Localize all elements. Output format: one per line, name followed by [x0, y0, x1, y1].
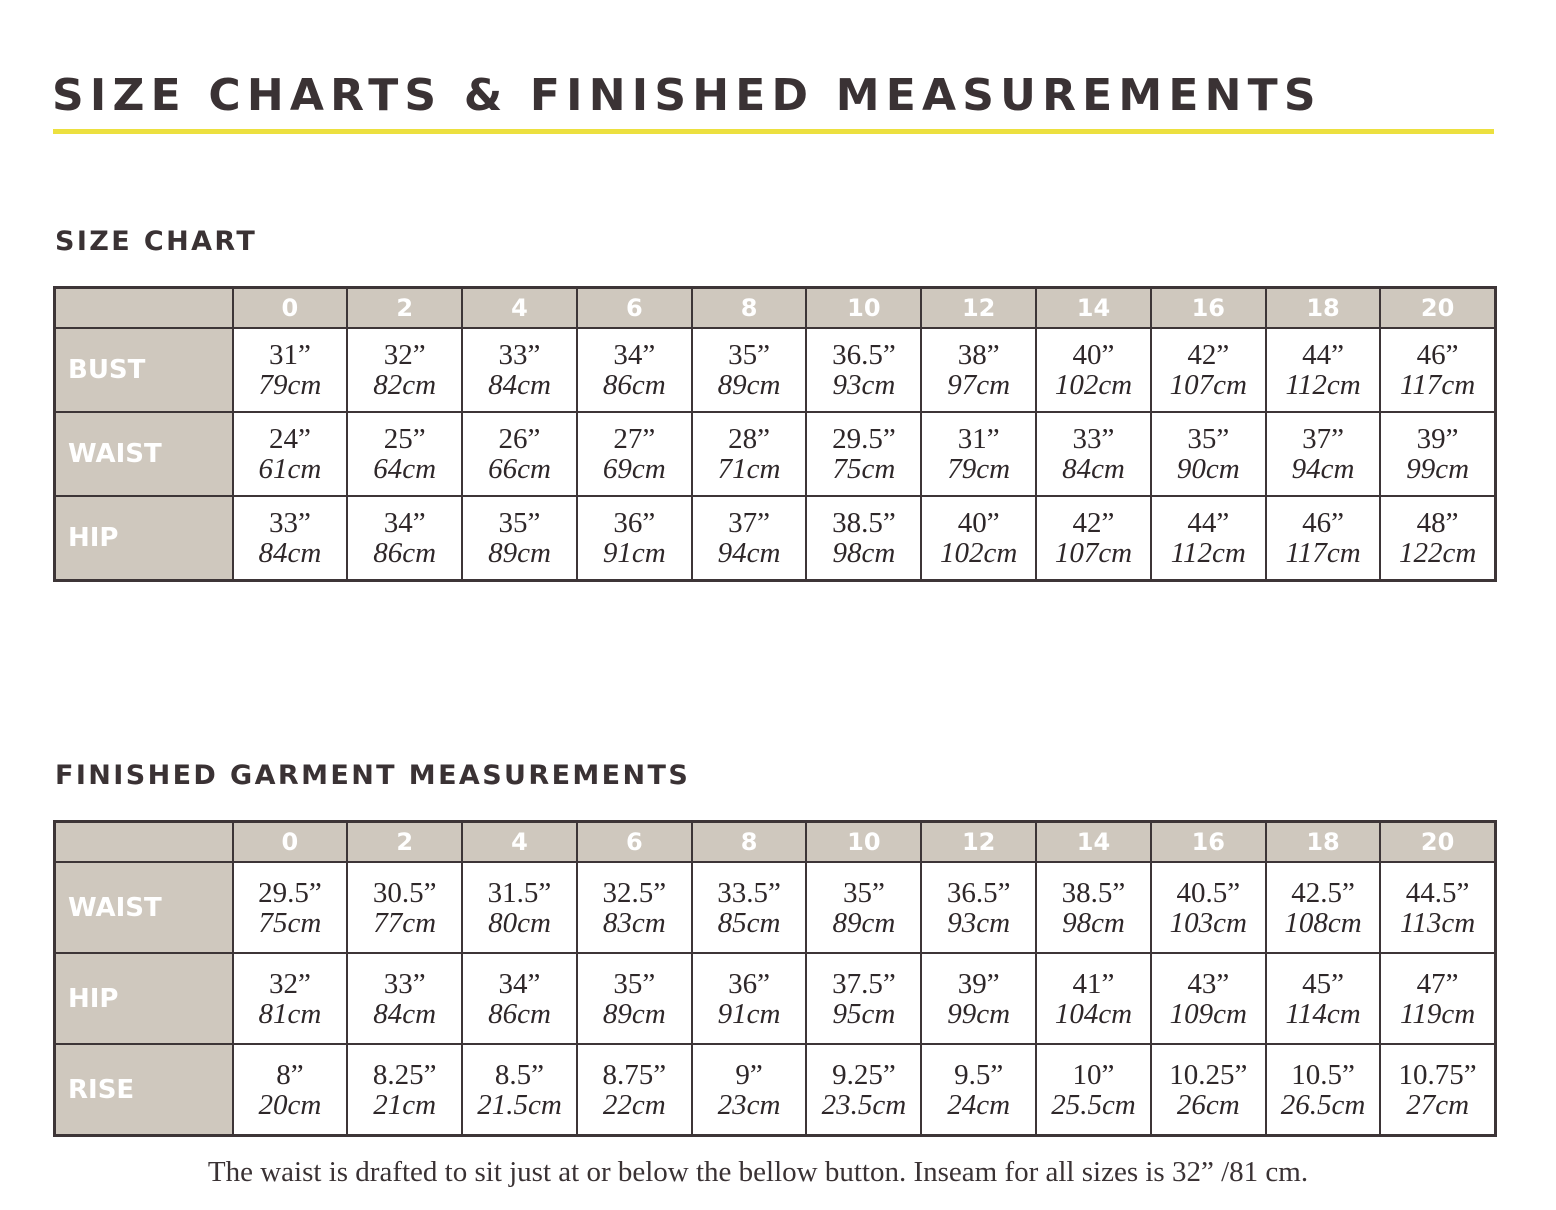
measurement-cell	[233, 1044, 348, 1136]
inch-value: 37.5”	[832, 967, 896, 1000]
inch-value: 38.5”	[1061, 876, 1126, 909]
size-header: 0	[233, 288, 348, 329]
measurement-cell	[347, 862, 462, 953]
inch-value: 32”	[383, 339, 426, 371]
inch-value: 27”	[613, 423, 656, 455]
measurement-cell	[1266, 862, 1381, 953]
cm-value: 89cm	[717, 369, 781, 401]
inch-value: 35”	[498, 507, 541, 539]
inch-value: 25”	[383, 423, 426, 455]
measurement-cell	[1380, 412, 1495, 496]
measurement-row	[55, 862, 1496, 953]
measurement-cell	[577, 328, 692, 412]
inch-value: 38.5”	[832, 507, 896, 539]
measurement-cell	[577, 496, 692, 581]
cm-value: 83cm	[602, 906, 666, 939]
inch-value: 26”	[498, 423, 541, 455]
page-title: SIZE CHARTS & FINISHED MEASUREMENTS	[52, 70, 1322, 121]
measurement-cell	[1266, 1044, 1381, 1136]
size-header-row	[55, 288, 1496, 329]
measurement-cell	[1380, 328, 1495, 412]
inch-value: 34”	[383, 507, 426, 539]
inch-value: 35”	[1187, 423, 1230, 455]
inch-value: 10.25”	[1169, 1058, 1248, 1091]
measurement-cell	[347, 953, 462, 1044]
inch-value: 33”	[383, 967, 426, 1000]
inch-value: 44”	[1187, 507, 1230, 539]
measurement-cell	[347, 496, 462, 581]
size-header: 18	[1266, 288, 1381, 329]
cm-value: 97cm	[947, 369, 1011, 401]
inch-value: 39”	[1416, 423, 1459, 455]
measurement-cell	[921, 412, 1036, 496]
cm-value: 102cm	[940, 537, 1018, 569]
row-label: WAIST	[55, 412, 233, 496]
inch-value: 10.75”	[1398, 1058, 1477, 1091]
inch-value: 45”	[1302, 967, 1344, 1000]
measurement-cell	[1036, 328, 1151, 412]
measurement-cell	[921, 862, 1036, 953]
cm-value: 23cm	[717, 1088, 781, 1121]
size-header: 12	[921, 288, 1036, 329]
cm-value: 117cm	[1400, 369, 1476, 401]
cm-value: 79cm	[258, 369, 322, 401]
size-chart-table	[53, 286, 1497, 582]
measurement-cell	[921, 1044, 1036, 1136]
inch-value: 35”	[613, 967, 656, 1000]
size-header: 10	[806, 822, 921, 863]
inch-value: 9”	[735, 1058, 763, 1091]
measurement-row	[55, 328, 1496, 412]
measurement-row	[55, 496, 1496, 581]
cm-value: 94cm	[1291, 453, 1355, 485]
cm-value: 104cm	[1054, 997, 1133, 1030]
measurement-cell	[462, 862, 577, 953]
inch-value: 33”	[268, 507, 311, 539]
measurement-cell	[1036, 862, 1151, 953]
inch-value: 40”	[957, 507, 1000, 539]
inch-value: 43”	[1187, 967, 1230, 1000]
cm-value: 90cm	[1176, 453, 1240, 485]
cm-value: 89cm	[832, 906, 896, 939]
cm-value: 102cm	[1054, 369, 1133, 401]
inch-value: 38”	[957, 339, 1000, 371]
finished-measurements-table	[53, 820, 1497, 1137]
cm-value: 24cm	[947, 1088, 1011, 1121]
measurement-cell	[462, 496, 577, 581]
measurement-cell	[1036, 1044, 1151, 1136]
measurement-cell	[1380, 953, 1495, 1044]
measurement-cell	[1036, 496, 1151, 581]
measurement-cell	[1266, 496, 1381, 581]
measurement-cell	[577, 862, 692, 953]
cm-value: 25.5cm	[1051, 1088, 1136, 1121]
row-label: HIP	[55, 496, 233, 581]
measurement-cell	[1266, 953, 1381, 1044]
measurement-cell	[347, 328, 462, 412]
cm-value: 26.5cm	[1280, 1088, 1366, 1121]
measurement-cell	[1151, 1044, 1266, 1136]
cm-value: 91cm	[602, 537, 666, 569]
inch-value: 42”	[1072, 507, 1115, 539]
size-header: 2	[347, 822, 462, 863]
measurement-cell	[692, 862, 807, 953]
measurement-row	[55, 412, 1496, 496]
inch-value: 28”	[728, 423, 771, 455]
measurement-cell	[692, 1044, 807, 1136]
inch-value: 9.5”	[954, 1058, 1004, 1091]
inch-value: 31”	[957, 423, 1000, 455]
cm-value: 119cm	[1400, 997, 1476, 1030]
inch-value: 46”	[1416, 339, 1459, 371]
cm-value: 69cm	[602, 453, 666, 485]
cm-value: 98cm	[832, 537, 896, 569]
corner-cell	[55, 822, 233, 863]
size-header: 14	[1036, 288, 1151, 329]
inch-value: 39”	[957, 967, 1000, 1000]
cm-value: 71cm	[717, 453, 781, 485]
measurement-cell	[347, 1044, 462, 1136]
row-label: HIP	[55, 953, 233, 1044]
measurement-cell	[1380, 496, 1495, 581]
measurement-cell	[692, 496, 807, 581]
measurement-cell	[806, 862, 921, 953]
footnote: The waist is drafted to sit just at or below the bellow button. Inseam for all sizes is 32” /81 cm.	[207, 1156, 1309, 1188]
inch-value: 8”	[276, 1058, 304, 1091]
measurement-cell	[462, 953, 577, 1044]
cm-value: 107cm	[1054, 537, 1133, 569]
size-header: 16	[1151, 288, 1266, 329]
inch-value: 37”	[1302, 423, 1344, 455]
inch-value: 44”	[1302, 339, 1344, 371]
measurement-cell	[806, 496, 921, 581]
size-header: 16	[1151, 822, 1266, 863]
cm-value: 75cm	[258, 906, 322, 939]
measurement-cell	[577, 953, 692, 1044]
cm-value: 86cm	[373, 537, 437, 569]
inch-value: 29.5”	[832, 423, 896, 455]
cm-value: 84cm	[488, 369, 551, 401]
row-label: WAIST	[55, 862, 233, 953]
cm-value: 117cm	[1285, 537, 1361, 569]
cm-value: 81cm	[258, 997, 322, 1030]
inch-value: 10”	[1072, 1058, 1115, 1091]
inch-value: 34”	[498, 967, 541, 1000]
measurement-cell	[692, 953, 807, 1044]
inch-value: 30.5”	[372, 876, 437, 909]
cm-value: 94cm	[717, 537, 781, 569]
inch-value: 32.5”	[602, 876, 667, 909]
size-header: 8	[692, 288, 807, 329]
cm-value: 80cm	[488, 906, 551, 939]
inch-value: 32”	[268, 967, 311, 1000]
inch-value: 33”	[498, 339, 541, 371]
inch-value: 8.25”	[372, 1058, 437, 1091]
title-underline	[53, 129, 1494, 134]
cm-value: 99cm	[1406, 453, 1470, 485]
inch-value: 29.5”	[258, 876, 322, 909]
inch-value: 34”	[613, 339, 656, 371]
cm-value: 27cm	[1406, 1088, 1470, 1121]
measurement-row	[55, 953, 1496, 1044]
cm-value: 112cm	[1285, 369, 1361, 401]
measurement-cell	[1151, 328, 1266, 412]
cm-value: 75cm	[832, 453, 896, 485]
inch-value: 10.5”	[1291, 1058, 1355, 1091]
cm-value: 95cm	[832, 997, 896, 1030]
cm-value: 99cm	[947, 997, 1011, 1030]
measurement-cell	[1266, 412, 1381, 496]
inch-value: 46”	[1302, 507, 1344, 539]
size-header: 14	[1036, 822, 1151, 863]
inch-value: 8.5”	[494, 1058, 545, 1091]
measurement-cell	[577, 412, 692, 496]
size-header: 6	[577, 822, 692, 863]
inch-value: 31.5”	[487, 876, 552, 909]
inch-value: 44.5”	[1405, 876, 1470, 909]
measurement-cell	[462, 1044, 577, 1136]
cm-value: 122cm	[1398, 537, 1477, 569]
measurement-cell	[577, 1044, 692, 1136]
size-header: 4	[462, 288, 577, 329]
measurement-cell	[1266, 328, 1381, 412]
measurement-cell	[1380, 862, 1495, 953]
cm-value: 91cm	[717, 997, 781, 1030]
size-chart-heading: SIZE CHART	[55, 226, 258, 257]
measurement-cell	[921, 328, 1036, 412]
measurement-cell	[462, 412, 577, 496]
cm-value: 109cm	[1169, 997, 1247, 1030]
measurement-cell	[692, 412, 807, 496]
inch-value: 48”	[1416, 507, 1459, 539]
inch-value: 36.5”	[946, 876, 1011, 909]
cm-value: 21.5cm	[477, 1088, 562, 1121]
measurement-cell	[1151, 496, 1266, 581]
measurement-cell	[1151, 953, 1266, 1044]
measurement-row	[55, 1044, 1496, 1136]
measurement-cell	[921, 496, 1036, 581]
measurement-cell	[1036, 953, 1151, 1044]
cm-value: 79cm	[947, 453, 1011, 485]
inch-value: 33.5”	[717, 876, 781, 909]
cm-value: 93cm	[832, 369, 896, 401]
cm-value: 64cm	[373, 453, 437, 485]
inch-value: 42.5”	[1291, 876, 1355, 909]
cm-value: 112cm	[1170, 537, 1246, 569]
measurement-cell	[692, 328, 807, 412]
measurement-cell	[233, 328, 348, 412]
cm-value: 113cm	[1400, 906, 1476, 939]
row-label: RISE	[55, 1044, 233, 1136]
cm-value: 86cm	[602, 369, 666, 401]
size-header: 12	[921, 822, 1036, 863]
measurement-cell	[1380, 1044, 1495, 1136]
inch-value: 24”	[268, 423, 311, 455]
inch-value: 31”	[268, 339, 311, 371]
cm-value: 89cm	[602, 997, 666, 1030]
size-header: 2	[347, 288, 462, 329]
inch-value: 35”	[842, 876, 885, 909]
measurement-cell	[233, 953, 348, 1044]
cm-value: 98cm	[1062, 906, 1125, 939]
measurement-cell	[347, 412, 462, 496]
inch-value: 33”	[1072, 423, 1115, 455]
size-header: 6	[577, 288, 692, 329]
inch-value: 47”	[1416, 967, 1459, 1000]
cm-value: 66cm	[488, 453, 551, 485]
measurement-cell	[1151, 862, 1266, 953]
cm-value: 77cm	[373, 906, 437, 939]
inch-value: 40.5”	[1176, 876, 1241, 909]
measurement-cell	[233, 412, 348, 496]
size-header-row	[55, 822, 1496, 863]
measurement-cell	[233, 862, 348, 953]
inch-value: 36”	[728, 967, 771, 1000]
cm-value: 26cm	[1176, 1088, 1240, 1121]
cm-value: 107cm	[1169, 369, 1247, 401]
measurement-cell	[921, 953, 1036, 1044]
cm-value: 22cm	[602, 1088, 666, 1121]
size-header: 20	[1380, 822, 1495, 863]
inch-value: 40”	[1072, 339, 1115, 371]
size-header: 8	[692, 822, 807, 863]
cm-value: 86cm	[488, 997, 551, 1030]
measurement-cell	[233, 496, 348, 581]
inch-value: 35”	[728, 339, 771, 371]
inch-value: 36”	[613, 507, 656, 539]
size-header: 20	[1380, 288, 1495, 329]
finished-measurements-heading: FINISHED GARMENT MEASUREMENTS	[55, 760, 691, 791]
cm-value: 20cm	[258, 1088, 322, 1121]
cm-value: 114cm	[1285, 997, 1361, 1030]
cm-value: 93cm	[947, 906, 1011, 939]
measurement-cell	[462, 328, 577, 412]
measurement-cell	[1036, 412, 1151, 496]
cm-value: 103cm	[1169, 906, 1247, 939]
size-header: 18	[1266, 822, 1381, 863]
cm-value: 61cm	[258, 453, 322, 485]
measurement-cell	[806, 1044, 921, 1136]
size-header: 0	[233, 822, 348, 863]
measurement-cell	[806, 953, 921, 1044]
inch-value: 8.75”	[602, 1058, 667, 1091]
cm-value: 21cm	[373, 1088, 437, 1121]
inch-value: 37”	[728, 507, 771, 539]
cm-value: 84cm	[373, 997, 437, 1030]
inch-value: 42”	[1187, 339, 1230, 371]
cm-value: 23.5cm	[821, 1088, 907, 1121]
inch-value: 9.25”	[832, 1058, 896, 1091]
cm-value: 89cm	[488, 537, 551, 569]
size-header: 10	[806, 288, 921, 329]
corner-cell	[55, 288, 233, 329]
size-header: 4	[462, 822, 577, 863]
measurement-cell	[806, 412, 921, 496]
cm-value: 82cm	[373, 369, 437, 401]
cm-value: 84cm	[1062, 453, 1125, 485]
inch-value: 41”	[1072, 967, 1115, 1000]
cm-value: 85cm	[717, 906, 781, 939]
measurement-cell	[1151, 412, 1266, 496]
cm-value: 108cm	[1284, 906, 1362, 939]
cm-value: 84cm	[258, 537, 322, 569]
row-label: BUST	[55, 328, 233, 412]
inch-value: 36.5”	[832, 339, 896, 371]
measurement-cell	[806, 328, 921, 412]
